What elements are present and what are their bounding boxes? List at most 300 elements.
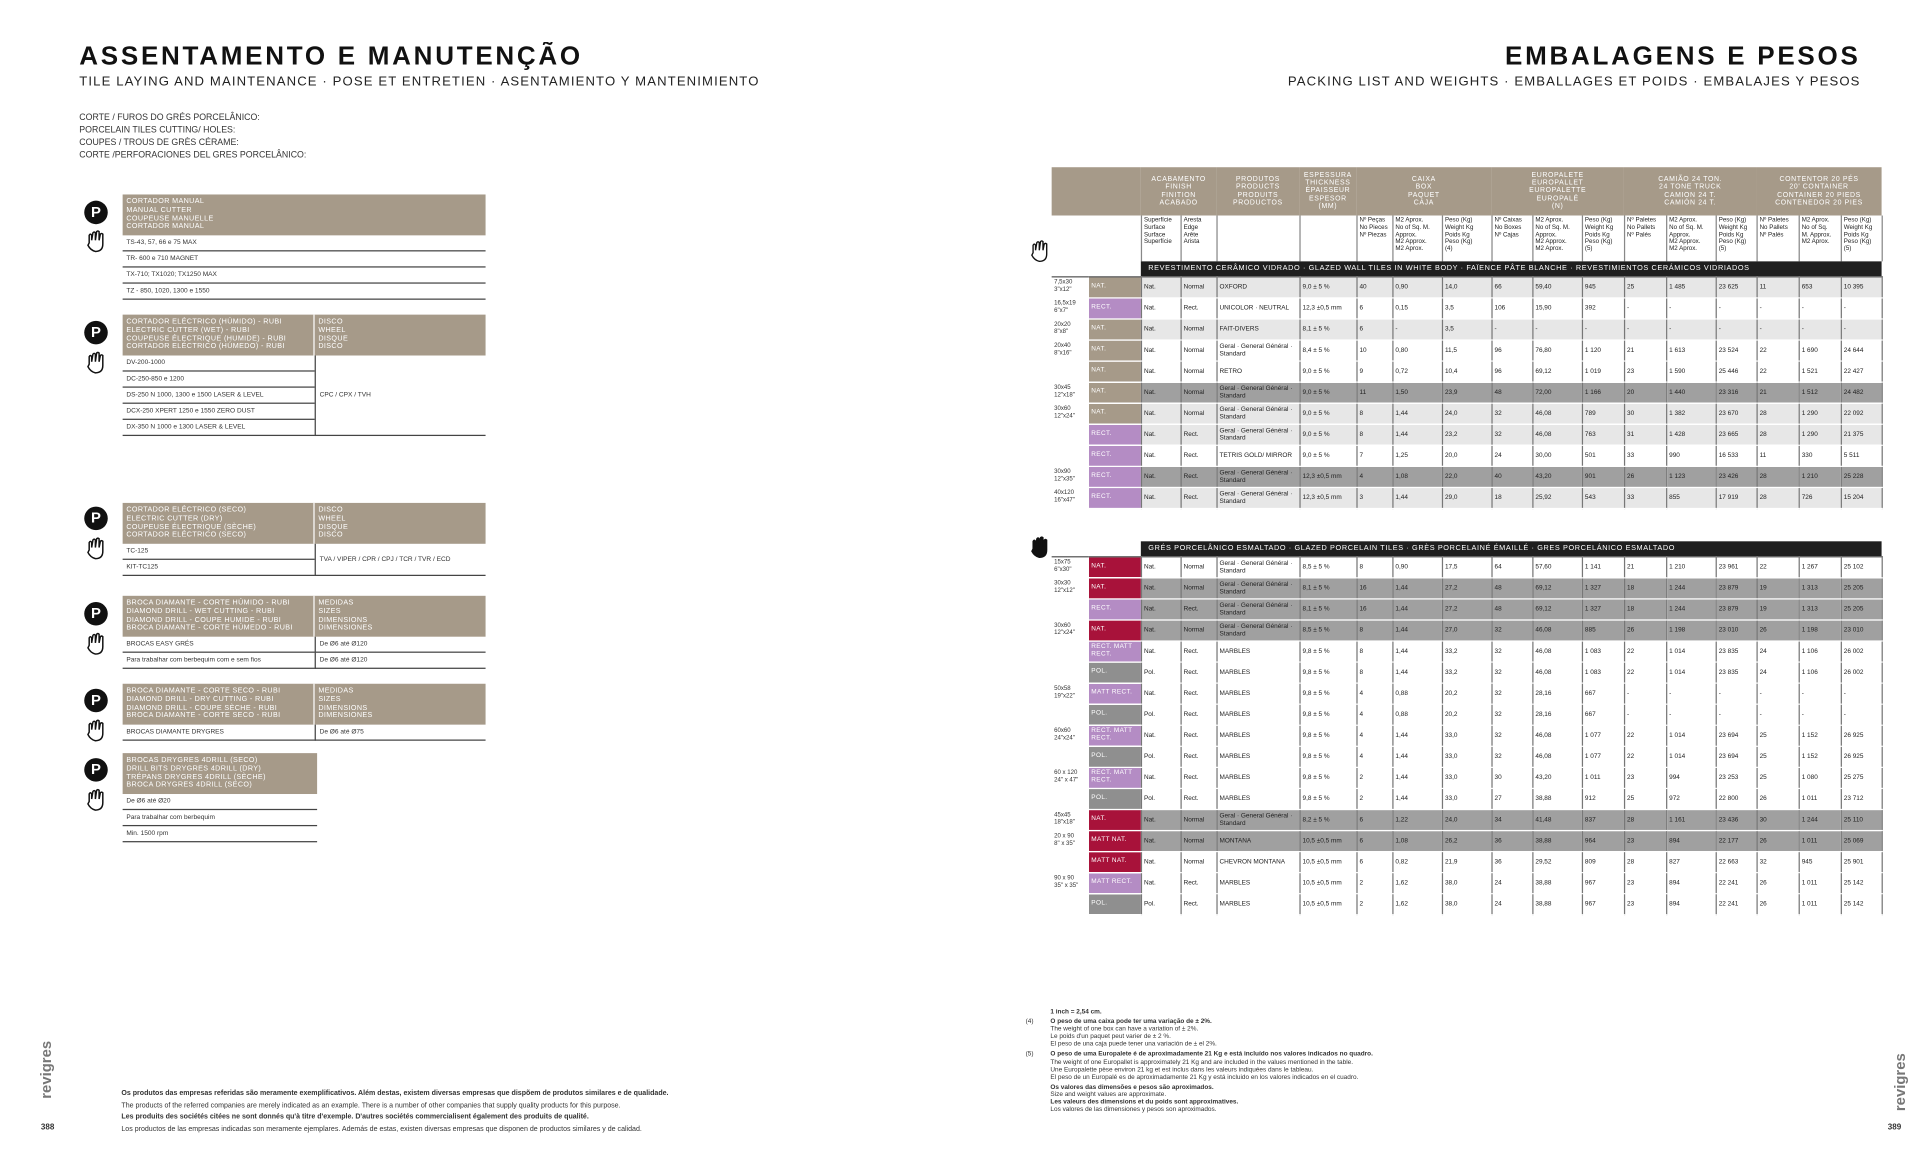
table-cell: 9,0 ± 5 % bbox=[1299, 277, 1356, 298]
table-cell: 9,0 ± 5 % bbox=[1299, 403, 1356, 424]
table-cell: 26,2 bbox=[1442, 831, 1492, 852]
table-cell: 20,2 bbox=[1442, 704, 1492, 725]
glove-icon bbox=[84, 632, 109, 657]
subheader-line: M2 Approx. bbox=[1669, 238, 1701, 246]
table-cell: - bbox=[1799, 298, 1841, 319]
table-cell: 1 290 bbox=[1799, 403, 1841, 424]
header-europallet: EUROPALETE EUROPALLET EUROPALETTE EUROPALÉ (N) bbox=[1491, 167, 1624, 215]
subheader-line: Superfície bbox=[1143, 216, 1172, 225]
table-cell: Pol. bbox=[1141, 746, 1181, 767]
table-cell: 4 bbox=[1356, 746, 1392, 767]
table-cell: 27,2 bbox=[1442, 578, 1492, 599]
table-cell: Nat. bbox=[1141, 424, 1181, 445]
table-cell: - bbox=[1799, 683, 1841, 704]
table-cell: 26 925 bbox=[1841, 725, 1882, 746]
table-cell: Nat. bbox=[1141, 599, 1181, 620]
table-cell: MONTANA bbox=[1216, 831, 1299, 852]
subheader-cell bbox=[1756, 216, 1798, 262]
table-row bbox=[1052, 662, 1882, 683]
table-cell: 1,44 bbox=[1392, 725, 1442, 746]
table-cell: 1 327 bbox=[1582, 599, 1624, 620]
table-cell: 8,1 ± 5 % bbox=[1299, 578, 1356, 599]
table-cell: 789 bbox=[1582, 403, 1624, 424]
size-cell bbox=[1052, 662, 1089, 683]
table-cell: 10,5 ±0,5 mm bbox=[1299, 873, 1356, 894]
table-cell: Nat. bbox=[1141, 487, 1181, 508]
table-cell: 1,08 bbox=[1392, 831, 1442, 852]
note-number: (4) bbox=[1025, 1018, 1034, 1026]
glove-icon bbox=[84, 718, 109, 743]
size-cell: 60x60 24"x24" bbox=[1052, 725, 1089, 746]
tool-row: DV-200-1000 bbox=[123, 356, 315, 372]
table-cell: 33,0 bbox=[1442, 788, 1492, 809]
table-cell: 1 198 bbox=[1799, 620, 1841, 641]
finish-badge: RECT. bbox=[1089, 445, 1141, 466]
table-cell: 36 bbox=[1491, 852, 1532, 873]
table-cell: 38,88 bbox=[1532, 894, 1582, 915]
tool-side-value: CPC / CPX / TVH bbox=[315, 356, 486, 437]
table-row bbox=[1052, 852, 1882, 873]
table-cell: 901 bbox=[1582, 466, 1624, 487]
table-cell: 23 436 bbox=[1716, 809, 1757, 830]
subheader-line: Arista bbox=[1183, 238, 1200, 246]
note-text: O peso de uma caixa pode ter uma variação de ± 2%. The weight of one box can have a variation of ± 2%. Le poids d'un paquet peut varier de ± 2 %. El peso de una caja puede tener una variación de ± el 2%. bbox=[1050, 1018, 1217, 1049]
size-cell bbox=[1052, 746, 1089, 767]
table-cell: 48 bbox=[1491, 382, 1532, 403]
table-cell: - bbox=[1666, 298, 1716, 319]
table-cell: 46,08 bbox=[1532, 641, 1582, 662]
table-cell: 1,44 bbox=[1392, 641, 1442, 662]
table-cell: 855 bbox=[1666, 487, 1716, 508]
table-cell: 1 382 bbox=[1666, 403, 1716, 424]
table-cell: 46,08 bbox=[1532, 746, 1582, 767]
table-cell: 1 327 bbox=[1582, 578, 1624, 599]
header-thickness: ESPESSURA THICKNESS ÉPAISSEUR ESPESOR (MM) bbox=[1299, 167, 1356, 215]
finish-badge: MATT RECT. bbox=[1089, 683, 1141, 704]
table-cell: - bbox=[1624, 683, 1666, 704]
table-cell: 3 bbox=[1356, 487, 1392, 508]
table-cell: 32 bbox=[1491, 746, 1532, 767]
table-cell: 32 bbox=[1491, 641, 1532, 662]
table-cell: 36 bbox=[1491, 831, 1532, 852]
table-cell: 894 bbox=[1666, 894, 1716, 915]
finish-badge: MATT NAT. bbox=[1089, 852, 1141, 873]
table-cell: Geral · General Général · Standard bbox=[1216, 403, 1299, 424]
table-cell: 22 427 bbox=[1841, 361, 1882, 382]
table-cell: 32 bbox=[1756, 852, 1798, 873]
table-cell: 1 083 bbox=[1582, 662, 1624, 683]
table-cell: 24,0 bbox=[1442, 809, 1492, 830]
table-cell: 3,5 bbox=[1442, 319, 1492, 340]
table-cell: 1 077 bbox=[1582, 746, 1624, 767]
table-cell: 25 bbox=[1756, 767, 1798, 788]
table-cell: MARBLES bbox=[1216, 894, 1299, 915]
size-cell: 45x45 18"x18" bbox=[1052, 809, 1089, 830]
table-cell: 23 010 bbox=[1841, 620, 1882, 641]
subheader-line: Edge bbox=[1183, 223, 1199, 232]
table-cell: 40 bbox=[1491, 466, 1532, 487]
table-cell: Geral · General Général · Standard bbox=[1216, 382, 1299, 403]
table-cell: - bbox=[1799, 704, 1841, 725]
table-cell: Nat. bbox=[1141, 725, 1181, 746]
subheader-line: M2 Aprox. bbox=[1669, 216, 1698, 225]
table-cell: 885 bbox=[1582, 620, 1624, 641]
table-cell: 1 011 bbox=[1799, 831, 1841, 852]
subheader-line: Peso (Kg) bbox=[1843, 216, 1872, 225]
brand-logo-left: revigres bbox=[37, 1040, 55, 1099]
subheader-line: (4) bbox=[1444, 245, 1453, 253]
subheader-line: Weight Kg bbox=[1843, 223, 1873, 232]
finish-badge: POL. bbox=[1089, 704, 1141, 725]
table-cell: 1,44 bbox=[1392, 578, 1442, 599]
table-cell: 1 141 bbox=[1582, 557, 1624, 578]
table-cell: 1,08 bbox=[1392, 466, 1442, 487]
table-cell: 22 bbox=[1624, 662, 1666, 683]
table-cell: 1 014 bbox=[1666, 746, 1716, 767]
size-cell: 7,5x30 3"x12" bbox=[1052, 277, 1089, 298]
finish-badge: RECT. bbox=[1089, 466, 1141, 487]
table-cell: 1 613 bbox=[1666, 340, 1716, 361]
table-cell: Normal bbox=[1180, 557, 1216, 578]
table-cell: - bbox=[1666, 319, 1716, 340]
table-row bbox=[1052, 578, 1882, 599]
intro-line: CORTE / FUROS DO GRÉS PORCELÂNICO: bbox=[79, 112, 260, 123]
size-cell: 30x30 12"x12" bbox=[1052, 578, 1089, 599]
table-row bbox=[1052, 683, 1882, 704]
table-cell: 25 110 bbox=[1841, 809, 1882, 830]
table-cell: Normal bbox=[1180, 361, 1216, 382]
tool-header: CORTADOR MANUAL MANUAL CUTTER COUPEUSE MANUELLE CORTADOR MANUAL bbox=[123, 194, 486, 235]
table-cell: 22 241 bbox=[1716, 894, 1757, 915]
table-cell: 66 bbox=[1491, 277, 1532, 298]
tool-header: BROCA DIAMANTE - CORTE HÚMIDO - RUBI DIAMOND DRILL - WET CUTTING - RUBI DIAMOND DRILL - COUPE HUMIDE - RUBI BROCA DIAMANTE - CORTE HÚMEDO - RUBI bbox=[123, 596, 315, 637]
table-cell: 46,08 bbox=[1532, 725, 1582, 746]
note-text: Os valores das dimensões e pesos são aproximados. Size and weight values are approximate. Les valeurs des dimensions et du poids sont approximatives. Los valores de las dimensiones y pesos son aproximados. bbox=[1050, 1083, 1239, 1114]
table-cell: 43,20 bbox=[1532, 466, 1582, 487]
subheader-line: Poids Kg bbox=[1843, 231, 1869, 239]
glove-icon bbox=[84, 536, 109, 561]
table-cell: Rect. bbox=[1180, 704, 1216, 725]
table-row bbox=[1052, 746, 1882, 767]
table-cell: 990 bbox=[1666, 445, 1716, 466]
table-cell: 26 bbox=[1624, 620, 1666, 641]
parking-p-icon: P bbox=[84, 201, 108, 225]
table-cell: 32 bbox=[1491, 403, 1532, 424]
size-cell: 30x45 12"x18" bbox=[1052, 382, 1089, 403]
size-cell: 15x75 6"x30" bbox=[1052, 557, 1089, 578]
table-cell: 18 bbox=[1491, 487, 1532, 508]
table-cell: 32 bbox=[1491, 620, 1532, 641]
table-cell: 1 512 bbox=[1799, 382, 1841, 403]
brand-logo-right: revigres bbox=[1891, 1053, 1909, 1112]
subheader-blank bbox=[1299, 216, 1356, 262]
page-number-left: 388 bbox=[40, 1123, 55, 1133]
table-cell: Rect. bbox=[1180, 599, 1216, 620]
table-cell: 22 bbox=[1624, 725, 1666, 746]
table-cell: Rect. bbox=[1180, 641, 1216, 662]
size-cell bbox=[1052, 704, 1089, 725]
table-cell: 1 011 bbox=[1582, 767, 1624, 788]
subheader-line: Nº Cajas bbox=[1494, 231, 1519, 239]
table-cell: Geral · General Général · Standard bbox=[1216, 599, 1299, 620]
table-cell: 17 919 bbox=[1716, 487, 1757, 508]
table-cell: Normal bbox=[1180, 277, 1216, 298]
table-cell: 26 925 bbox=[1841, 746, 1882, 767]
glove-icon bbox=[84, 229, 109, 254]
table-cell: 0,72 bbox=[1392, 361, 1442, 382]
subheader-line: M2 Aprox. bbox=[1395, 216, 1424, 225]
table-cell: 12,3 ±0,5 mm bbox=[1299, 487, 1356, 508]
table-cell: 22 663 bbox=[1716, 852, 1757, 873]
table-cell: Nat. bbox=[1141, 361, 1181, 382]
table-cell: 1 198 bbox=[1666, 620, 1716, 641]
table-cell: 11 bbox=[1356, 382, 1392, 403]
subheader-line: Poids Kg bbox=[1718, 231, 1744, 239]
finish-badge: NAT. bbox=[1089, 809, 1141, 830]
tool-row: KIT-TC125 bbox=[123, 560, 315, 576]
table-cell: Normal bbox=[1180, 831, 1216, 852]
table-cell: - bbox=[1624, 319, 1666, 340]
table-cell: 25 102 bbox=[1841, 557, 1882, 578]
table-cell: 827 bbox=[1666, 852, 1716, 873]
finish-badge: POL. bbox=[1089, 788, 1141, 809]
table-cell: 25 142 bbox=[1841, 894, 1882, 915]
table-cell: 30 bbox=[1756, 809, 1798, 830]
subheader-line: Peso (Kg) bbox=[1584, 238, 1613, 246]
table-cell: 1,44 bbox=[1392, 599, 1442, 620]
header-finish: ACABAMENTO FINISH FINITION ACABADO bbox=[1141, 167, 1217, 215]
subheader-cell bbox=[1666, 216, 1716, 262]
table-cell: 22,0 bbox=[1442, 466, 1492, 487]
finish-badge: NAT. bbox=[1089, 319, 1141, 340]
size-cell: 30x60 12"x24" bbox=[1052, 620, 1089, 641]
table-cell: Nat. bbox=[1141, 403, 1181, 424]
finish-badge: NAT. bbox=[1089, 277, 1141, 298]
tool-row: De Ø6 até Ø20 bbox=[123, 794, 317, 810]
table-cell: 69,12 bbox=[1532, 361, 1582, 382]
subheader-cell bbox=[1532, 216, 1582, 262]
subheader-line: Nº Palés bbox=[1759, 231, 1784, 239]
subheader-line: M2 Aprox. bbox=[1669, 245, 1698, 253]
table-cell: Nat. bbox=[1141, 319, 1181, 340]
table-cell: 6 bbox=[1356, 831, 1392, 852]
table-cell: 1 120 bbox=[1582, 340, 1624, 361]
table-cell: 26 bbox=[1756, 831, 1798, 852]
right-page-subtitle: PACKING LIST AND WEIGHTS · EMBALLAGES ET POIDS · EMBALAJES Y PESOS bbox=[1287, 74, 1861, 90]
table-cell: - bbox=[1392, 319, 1442, 340]
table-cell: 22 bbox=[1756, 340, 1798, 361]
table-cell: 1 267 bbox=[1799, 557, 1841, 578]
table-cell: 26 bbox=[1624, 466, 1666, 487]
tool-row: TS-43, 57, 66 e 75 MAX bbox=[123, 235, 486, 251]
table-cell: Geral · General Général · Standard bbox=[1216, 466, 1299, 487]
table-cell: Rect. bbox=[1180, 873, 1216, 894]
subheader-line: Nº Paletes bbox=[1627, 216, 1657, 225]
subheader-line: M2 Aprox. bbox=[1535, 245, 1564, 253]
table-cell: 23 879 bbox=[1716, 578, 1757, 599]
table-cell: 10,5 ±0,5 mm bbox=[1299, 894, 1356, 915]
table-cell: 1,25 bbox=[1392, 445, 1442, 466]
table-cell: 27,2 bbox=[1442, 599, 1492, 620]
table-cell: 23,9 bbox=[1442, 382, 1492, 403]
table-cell: Geral · General Général · Standard bbox=[1216, 487, 1299, 508]
table-cell: 33 bbox=[1624, 445, 1666, 466]
table-cell: 38,0 bbox=[1442, 873, 1492, 894]
table-cell: 1 244 bbox=[1666, 578, 1716, 599]
table-cell: 48 bbox=[1491, 599, 1532, 620]
finish-badge: NAT. bbox=[1089, 361, 1141, 382]
subheader-line: Peso (Kg) bbox=[1444, 216, 1473, 225]
tool-row: DS-250 N 1000, 1300 e 1500 LASER & LEVEL bbox=[123, 388, 315, 404]
note bbox=[1026, 1051, 1447, 1081]
table-cell: 4 bbox=[1356, 683, 1392, 704]
table-cell: 59,40 bbox=[1532, 277, 1582, 298]
section-wall-tiles: REVESTIMENTO CERÂMICO VIDRADO · GLAZED WALL TILES IN WHITE BODY · FAÏENCE PÂTE BLANCHE · REVESTIMIENTOS CERÁMICOS VIDRIADOS bbox=[1141, 261, 1882, 276]
finish-badge: POL. bbox=[1089, 746, 1141, 767]
finish-badge: POL. bbox=[1089, 662, 1141, 683]
table-cell: 19 bbox=[1756, 599, 1798, 620]
size-cell bbox=[1052, 445, 1089, 466]
table-cell: 894 bbox=[1666, 831, 1716, 852]
table-cell: 23 694 bbox=[1716, 746, 1757, 767]
table-cell: 8 bbox=[1356, 662, 1392, 683]
table-cell: 964 bbox=[1582, 831, 1624, 852]
table-cell: - bbox=[1666, 683, 1716, 704]
subheader-line: M2 Aprox. bbox=[1801, 216, 1830, 225]
subheader-line: Peso (Kg) bbox=[1843, 238, 1872, 246]
table-cell: 1,44 bbox=[1392, 403, 1442, 424]
table-cell: 25 228 bbox=[1841, 466, 1882, 487]
table-row bbox=[1052, 277, 1882, 298]
table-cell: Nat. bbox=[1141, 382, 1181, 403]
finish-badge: NAT. bbox=[1089, 557, 1141, 578]
finish-badge: NAT. bbox=[1089, 403, 1141, 424]
table-cell: 16 533 bbox=[1716, 445, 1757, 466]
table-cell: - bbox=[1716, 319, 1757, 340]
header-container: CONTENTOR 20 PÉS 20' CONTAINER CONTAINER 20 PIEDS CONTENEDOR 20 PIES bbox=[1756, 167, 1881, 215]
subheader-line: M. Approx. bbox=[1801, 231, 1832, 239]
intro-line: PORCELAIN TILES CUTTING/ HOLES: bbox=[79, 125, 236, 136]
table-cell: 24 bbox=[1491, 894, 1532, 915]
table-cell: 46,08 bbox=[1532, 403, 1582, 424]
table-cell: 23,2 bbox=[1442, 424, 1492, 445]
table-cell: 23 961 bbox=[1716, 557, 1757, 578]
tool-row: Para trabalhar com berbequim com e sem fios bbox=[123, 653, 315, 669]
table-cell: 6 bbox=[1356, 319, 1392, 340]
table-cell: Nat. bbox=[1141, 683, 1181, 704]
table-cell: 23 bbox=[1624, 831, 1666, 852]
table-cell: 46,08 bbox=[1532, 662, 1582, 683]
table-cell: 24,0 bbox=[1442, 403, 1492, 424]
table-row bbox=[1052, 487, 1882, 508]
table-cell: MARBLES bbox=[1216, 683, 1299, 704]
table-cell: 28 bbox=[1756, 424, 1798, 445]
table-cell: 4 bbox=[1356, 466, 1392, 487]
note-text: O peso de uma Europalete é de aproximadamente 21 Kg e está incluído nos valores indicados no quadro. The weight of one Europallet is approximately 21 Kg and are included in the values mentioned in the table. Une Europalette pèse environ 21 kg et est inclus dans les valeurs indiquées dans le tableau. El peso de un Europalé es de aproximadamente 21 Kg y está incluido en los valores indicados en el cuadro. bbox=[1050, 1050, 1373, 1082]
table-cell: Rect. bbox=[1180, 466, 1216, 487]
table-cell: UNICOLOR · NEUTRAL bbox=[1216, 298, 1299, 319]
left-footer: Os produtos das empresas referidas são meramente exemplificativos. Além destas, existem diversas empresas que dispõem de produtos similares e de qualidade. The products of the referred companies are merely indicated as an example. There is a number of other companies that supply quality products for this purpose. Les produits des sociétés citées ne sont donnés qu'à titre d'exemple. D'autres sociétés commercialisent également des produits de qualité. Los productos de las empresas indicadas son meramente ejemplares. Además de estas, existen diversas empresas que disponen de productos similares y de calidad. bbox=[121, 1090, 669, 1133]
note-number bbox=[1026, 1008, 1051, 1016]
table-cell: 33,2 bbox=[1442, 641, 1492, 662]
size-cell: 20 x 90 8" x 35" bbox=[1052, 831, 1089, 852]
table-cell: MARBLES bbox=[1216, 873, 1299, 894]
table-cell: 1,44 bbox=[1392, 767, 1442, 788]
table-cell: 33,0 bbox=[1442, 725, 1492, 746]
table-cell: 1 210 bbox=[1799, 466, 1841, 487]
table-cell: 25 bbox=[1756, 746, 1798, 767]
table-cell: 1 083 bbox=[1582, 641, 1624, 662]
table-cell: 12,3 ±0,5 mm bbox=[1299, 466, 1356, 487]
table-cell: 392 bbox=[1582, 298, 1624, 319]
table-cell: - bbox=[1756, 683, 1798, 704]
table-cell: 21 bbox=[1756, 382, 1798, 403]
table-cell: Rect. bbox=[1180, 725, 1216, 746]
table-cell: 1 077 bbox=[1582, 725, 1624, 746]
table-cell: 8,4 ± 5 % bbox=[1299, 340, 1356, 361]
table-cell: Rect. bbox=[1180, 424, 1216, 445]
table-row bbox=[1052, 725, 1882, 746]
table-cell: 30 bbox=[1491, 767, 1532, 788]
table-cell: - bbox=[1624, 298, 1666, 319]
table-cell: Geral · General Général · Standard bbox=[1216, 578, 1299, 599]
table-cell: 18 bbox=[1624, 578, 1666, 599]
table-notes bbox=[1026, 1008, 1447, 1116]
tool-block-dry-electric-cutter bbox=[123, 503, 486, 576]
table-cell: - bbox=[1756, 298, 1798, 319]
table-cell: - bbox=[1491, 319, 1532, 340]
table-cell: 809 bbox=[1582, 852, 1624, 873]
table-cell: 10,4 bbox=[1442, 361, 1492, 382]
table-cell: 25 bbox=[1624, 277, 1666, 298]
table-cell: 22 092 bbox=[1841, 403, 1882, 424]
table-cell: 3,5 bbox=[1442, 298, 1492, 319]
table-cell: 26 bbox=[1756, 873, 1798, 894]
table-cell: 38,88 bbox=[1532, 788, 1582, 809]
table-cell: 9,0 ± 5 % bbox=[1299, 382, 1356, 403]
table-cell: 32 bbox=[1491, 683, 1532, 704]
table-cell: 28,16 bbox=[1532, 683, 1582, 704]
table-cell: Normal bbox=[1180, 319, 1216, 340]
table-cell: 10,5 ±0,5 mm bbox=[1299, 831, 1356, 852]
table-cell: MARBLES bbox=[1216, 704, 1299, 725]
table-cell: 8 bbox=[1356, 424, 1392, 445]
table-cell: 43,20 bbox=[1532, 767, 1582, 788]
parking-p-icon: P bbox=[84, 689, 108, 713]
table-cell: 1 014 bbox=[1666, 662, 1716, 683]
table-cell: 15,90 bbox=[1532, 298, 1582, 319]
table-cell: 69,12 bbox=[1532, 599, 1582, 620]
table-cell: 0,88 bbox=[1392, 704, 1442, 725]
table-cell: 1 011 bbox=[1799, 894, 1841, 915]
table-cell: 1,62 bbox=[1392, 894, 1442, 915]
table-cell: 1 313 bbox=[1799, 578, 1841, 599]
table-cell: 1,22 bbox=[1392, 809, 1442, 830]
size-cell: 20x20 8"x8" bbox=[1052, 319, 1089, 340]
table-cell: 23 bbox=[1624, 361, 1666, 382]
table-cell: 25 bbox=[1756, 725, 1798, 746]
table-cell: 8,1 ± 5 % bbox=[1299, 319, 1356, 340]
finish-badge: NAT. bbox=[1089, 578, 1141, 599]
table-cell: Nat. bbox=[1141, 620, 1181, 641]
table-cell: 1,44 bbox=[1392, 424, 1442, 445]
tool-side-header: MEDIDAS SIZES DIMENSIONS DIMENSIONES bbox=[315, 596, 486, 637]
table-cell: 24 bbox=[1756, 662, 1798, 683]
table-cell: Nat. bbox=[1141, 831, 1181, 852]
subheader-line: No Pallets bbox=[1627, 223, 1656, 232]
table-cell: 9,8 ± 5 % bbox=[1299, 704, 1356, 725]
finish-badge: NAT. bbox=[1089, 340, 1141, 361]
